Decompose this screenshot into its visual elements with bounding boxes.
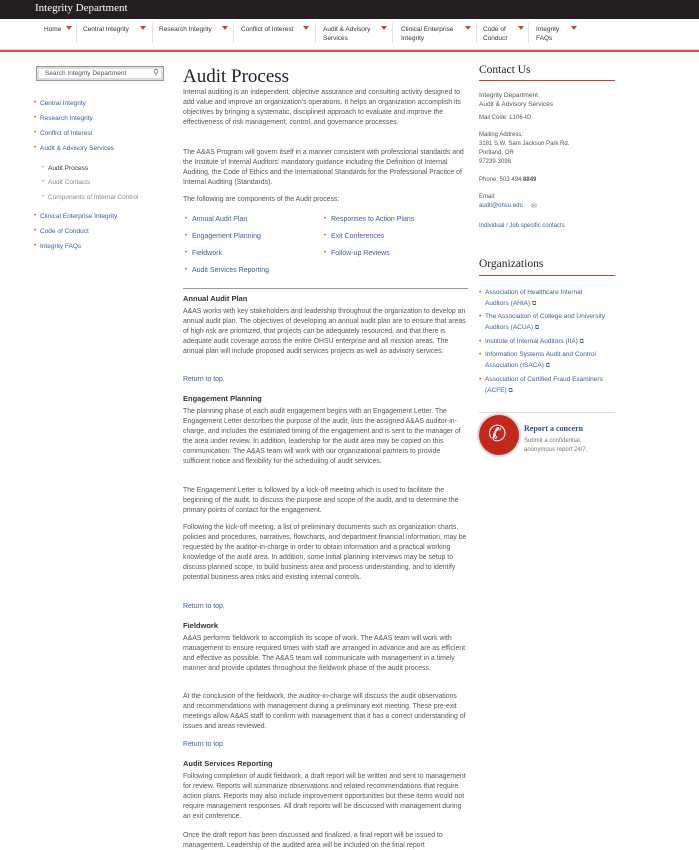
link-fieldwork[interactable]: • Fieldwork (192, 250, 222, 257)
components-intro: The following are components of the Audit process: (183, 196, 340, 203)
org-link-text: The Association of College and University (485, 313, 605, 320)
nav-divider (392, 23, 393, 43)
heading-underline (479, 275, 615, 276)
nav-central-integrity[interactable]: Central Integrity (83, 26, 129, 33)
top-bar (0, 0, 699, 19)
org-link-iia[interactable] (485, 336, 619, 348)
contact-heading: Contact Us (479, 64, 531, 76)
external-link-icon: ⧉ (545, 363, 550, 369)
sidebar-subitem-internal-control[interactable]: • Components of Internal Control (48, 194, 138, 201)
phone-number-bold: 8849 (523, 177, 537, 183)
contact-mailcode: Mail Code: L106-IO (479, 115, 532, 121)
sidebar-item-research-integrity[interactable]: • Research Integrity (40, 115, 93, 122)
nav-label-line2: Integrity (401, 35, 425, 42)
contact-dept-1: Integrity Department (479, 92, 538, 99)
nav-divider (76, 23, 77, 43)
org-link-text: Auditors (AHIA) (485, 300, 531, 307)
planning-paragraph-3: Following the kick-off meeting, a list of preliminary documents such as organization charts, policies and procedures, narratives, flowcharts, and department financial information, may be requested by the auditor-in-charge in order to obtain information and a practical working knowledge of the audit area. In addition, some initial planning interviews may be setup to discuss planned scope, to build business area and process understanding, and to identify potential business area risks and existing internal controls. (183, 524, 467, 581)
nav-label-line2: FAQs (536, 35, 553, 42)
org-link-text: Auditors (ACUA) (485, 324, 534, 331)
mailing-zip: 97239-3098 (479, 159, 512, 165)
nav-research-integrity[interactable]: Research Integrity (159, 26, 212, 33)
link-audit-services-reporting[interactable]: • Audit Services Reporting (192, 267, 269, 274)
org-link-text: Association of Certified Fraud Examiners (485, 376, 603, 383)
return-to-top-link[interactable]: Return to top. (183, 376, 225, 383)
org-link-acfe[interactable] (485, 374, 619, 397)
contact-dept-2: Audit & Advisory Services (479, 101, 554, 108)
nav-label-line1: Integrity (536, 26, 560, 33)
nav-label-line1: Audit & Advisory (323, 26, 371, 33)
page-title: Audit Process (183, 66, 290, 87)
search-placeholder: Search Integrity Department (45, 70, 127, 77)
chevron-down-icon[interactable] (571, 26, 577, 30)
link-responses-to-action-plans[interactable]: • Responses to Action Plans (331, 216, 414, 223)
search-icon[interactable]: ⚲ (153, 68, 159, 77)
chevron-down-icon[interactable] (140, 26, 146, 30)
fieldwork-paragraph-1: A&AS performs fieldwork to accomplish its scope of work. The A&AS team will work with management to ensure required times with staff are arranged in advance and are as efficient and effective as possible. The A&AS team will communicate with management in a timely manner and provide updates throughout the fieldwork phase of the audit process. (183, 635, 466, 672)
return-to-top-link[interactable]: Return to top. (183, 603, 225, 610)
sidebar-item-audit-advisory[interactable]: • Audit & Advisory Services (40, 145, 114, 152)
external-link-icon: ⧉ (579, 339, 584, 345)
nav-divider (528, 23, 529, 43)
nav-home[interactable]: Home (44, 26, 62, 33)
external-link-icon: ⧉ (508, 388, 513, 394)
nav-divider (315, 23, 316, 43)
job-contacts-link[interactable]: Individual / Job specific contacts (479, 223, 565, 229)
annual-paragraph: A&AS works with key stakeholders and leadership throughout the organization to develop an annual audit plan. The objectives of developing an annual audit plan are to ensure that areas of high risk are prioritized, that projects can be adequately resourced, and that there is adequate audit coverage across the entire OHSU enterprise and all mission areas. The annual plan will include proposed audit services projects as well as advisory services. (183, 308, 466, 355)
link-exit-conferences[interactable]: • Exit Conferences (331, 233, 384, 240)
sidebar-subitem-audit-contacts[interactable]: • Audit Contacts (48, 179, 90, 186)
sidebar-item-integrity-faqs[interactable]: • Integrity FAQs (40, 243, 81, 250)
link-follow-up-reviews[interactable]: • Follow-up Reviews (331, 250, 390, 257)
sidebar-item-clinical-enterprise[interactable]: • Clinical Enterprise Integrity (40, 213, 117, 220)
site-title[interactable]: Integrity Department (35, 2, 128, 14)
divider (479, 412, 615, 413)
reporting-paragraph-2: Once the draft report has been discussed and finalized, a final report will be issued to management. Leadership of the audited area will be included on the final report (183, 832, 443, 849)
org-link-acua[interactable] (485, 311, 619, 334)
org-link-text: Information Systems Audit and Control (485, 351, 596, 358)
nav-conflict-of-interest[interactable]: Conflict of Interest (241, 26, 294, 33)
sidebar-item-conflict-of-interest[interactable]: • Conflict of Interest (40, 130, 92, 137)
planning-paragraph-2: The Engagement Letter is followed by a kick-off meeting which is used to facilitate the beginning of the audit, to discuss the purpose and scope of the audit, and to determine the primary points of contact for the engagement. (183, 487, 459, 514)
return-to-top-link[interactable]: Return to top. (183, 741, 225, 748)
mailing-city: Portland, OR (479, 150, 514, 156)
nav-divider (233, 23, 234, 43)
divider (183, 288, 468, 289)
chevron-down-icon[interactable] (303, 26, 309, 30)
nav-audit-advisory[interactable] (323, 25, 370, 43)
report-concern-link[interactable]: Report a concern (524, 424, 584, 433)
sidebar-subitem-audit-process[interactable]: • Audit Process (48, 165, 88, 172)
fieldwork-paragraph-2: At the conclusion of the fieldwork, the auditor-in-charge will discuss the audit observations and recommendations with management during a preliminary exit meeting. These pre-exit meetings allow A&AS staff to confirm with management that it has a correct understanding of issues and areas reviewed. (183, 693, 466, 730)
intro-paragraph: Internal auditing is an independent, objective assurance and consulting activity designed to add value and improve an organization's operations. It helps an organization accomplish its objectives by bringing a systematic, disciplined approach to evaluate and improve the effectiveness of risk management, control, and governance processes. (183, 89, 461, 126)
chevron-down-icon[interactable] (518, 26, 524, 30)
section-heading-fieldwork: Fieldwork (183, 621, 219, 630)
org-link-text: Association of Healthcare Internal (485, 289, 583, 296)
chevron-down-icon[interactable] (222, 26, 228, 30)
email-link[interactable]: audit@ohsu.edu (479, 203, 523, 209)
chevron-down-icon[interactable] (381, 26, 387, 30)
phone-icon[interactable] (479, 415, 519, 455)
org-link-text: (ACFE) (485, 387, 507, 394)
nav-label-line2: Conduct (483, 35, 508, 42)
link-annual-audit-plan[interactable]: • Annual Audit Plan (192, 216, 247, 223)
external-link-icon: ⧉ (534, 325, 540, 331)
nav-label-line1: Clinical Enterprise (401, 26, 454, 33)
external-link-icon: ⧉ (531, 301, 537, 307)
nav-divider (476, 23, 477, 43)
nav-accent-line (0, 50, 699, 52)
concern-line-1: Submit a confidential, (524, 438, 582, 444)
nav-code-of-conduct[interactable] (483, 25, 507, 43)
concern-line-2: anonymous report 24/7. (524, 447, 588, 453)
sidebar-item-code-of-conduct[interactable]: • Code of Conduct (40, 228, 89, 235)
org-link-text: Institute of Internal Auditors (IIA) (485, 338, 578, 345)
org-link-ahia[interactable] (485, 287, 619, 310)
mailing-label: Mailing Address: (479, 132, 524, 138)
nav-integrity-faqs[interactable] (536, 25, 559, 43)
contact-phone (479, 176, 619, 185)
org-link-text: Association (ISACA) (485, 362, 544, 369)
phone-glyph: ✆ (488, 421, 507, 446)
sidebar-item-central-integrity[interactable]: • Central Integrity (40, 100, 86, 107)
nav-label-line1: Code of (483, 26, 506, 33)
mail-icon[interactable]: ✉ (531, 203, 537, 210)
reporting-paragraph-1: Following completion of audit fieldwork, a draft report will be written and sent to management for review. Reports will summarize observations and related recommendations that require action plans. Reports may also include improvement opportunities but these items would not require management responses. All draft reports will be discussed with management during an exit conference. (183, 773, 466, 820)
email-label: Email: (479, 194, 496, 200)
link-engagement-planning[interactable]: • Engagement Planning (192, 233, 261, 240)
section-heading-reporting: Audit Services Reporting (183, 759, 273, 768)
main-nav (0, 19, 699, 50)
nav-label-line2: Services (323, 35, 348, 42)
chevron-down-icon[interactable] (465, 26, 471, 30)
org-link-isaca[interactable] (485, 349, 619, 372)
section-heading-annual: Annual Audit Plan (183, 294, 248, 303)
chevron-down-icon[interactable] (66, 26, 72, 30)
mailing-street: 3181 S.W. Sam Jackson Park Rd. (479, 141, 570, 147)
search-input[interactable] (36, 66, 164, 81)
nav-clinical-enterprise[interactable] (401, 25, 453, 43)
governs-paragraph: The A&AS Program will govern itself in a manner consistent with professional standards and the Institute of Internal Auditors' mandatory guidance including the Definition of Internal Auditing, the Code of Ethics and the International Standards for the Professional Practice of Internal Auditing (Standards). (183, 149, 464, 186)
planning-paragraph-1: The planning phase of each audit engagement begins with an Engagement Letter. The Engagement Letter describes the purpose of the audit, lists the assigned A&AS auditor-in-charge, and includes the estimated timing of the engagement and is sent to the manager of the area under review. In addition, leadership for the audit area may be copied on this communication. The A&AS team will work with our organizational partners to provide sufficient notice and flexibility for the scheduling of audit services. (183, 408, 461, 465)
phone-label: Phone: 503 494 (479, 177, 524, 183)
section-heading-planning: Engagement Planning (183, 394, 262, 403)
nav-divider (152, 23, 153, 43)
organizations-heading: Organizations (479, 258, 544, 270)
heading-underline (479, 80, 615, 81)
